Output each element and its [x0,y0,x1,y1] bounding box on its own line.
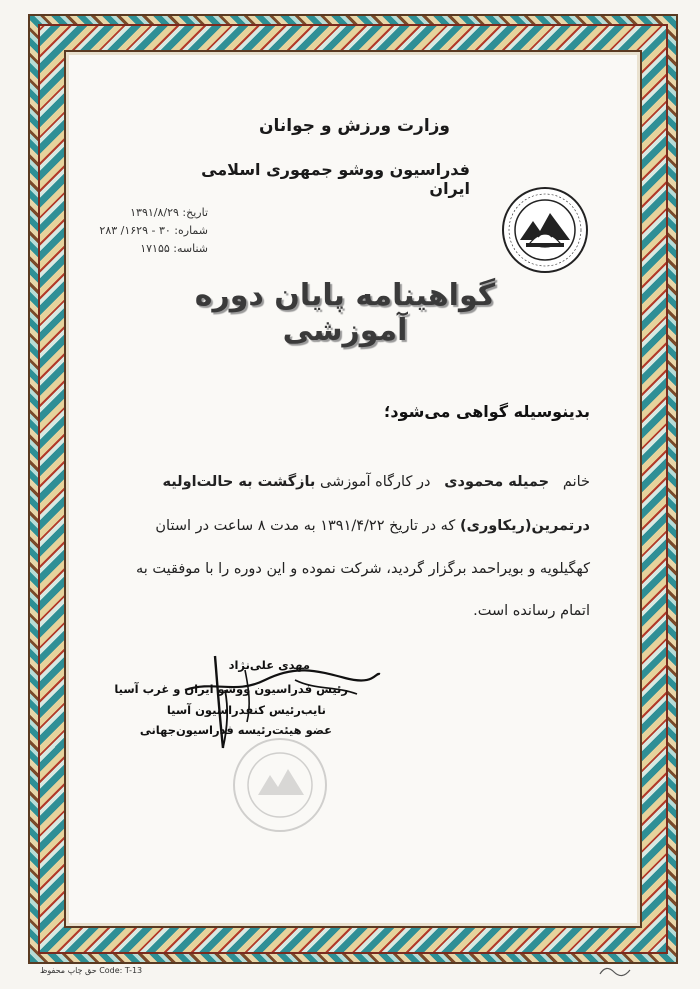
form-code [40,966,180,975]
signatory-title-3: عضو هیئت‌رئیسه فدراسیون‌جهانی [139,723,332,737]
course-date-duration: که در تاریخ ۱۳۹۱/۴/۲۲ به مدت ۸ ساعت در استان [155,518,456,534]
id-value: ۱۷۱۵۵ [140,242,170,255]
federation-heading: فدراسیون ووشو جمهوری اسلامی ایران [201,160,470,198]
certificate-title: گواهینامه پایان دوره آموزشی [194,278,496,348]
id-line [38,242,208,255]
date-line [38,206,208,219]
body-line-2 [100,518,590,534]
body-line-4: اتمام رسانده است. [473,603,590,619]
number-label: شماره: [174,224,208,237]
date-value: ۱۳۹۱/۸/۲۹ [130,206,179,219]
handwritten-signature [175,650,385,760]
ministry-heading: وزارت ورزش و جوانان [259,116,450,136]
hereby-certify-line: بدینوسیله گواهی می‌شود؛ [383,402,590,421]
signatory-title-2: نایب‌رئیس کنفدراسیون آسیا [166,703,326,717]
id-label: شناسه: [173,242,208,255]
body-line-1 [100,474,590,490]
code-label: Code: T-13 [99,966,143,975]
printer-mark-icon [596,962,636,978]
body-line-3: کهگیلویه و بویراحمد برگزار گردید، شرکت نموده و این دوره را با موفقیت به [135,561,590,577]
workshop-label: در کارگاه آموزشی [319,474,431,490]
honorific: خانم [562,474,590,490]
wushu-federation-logo-icon [500,185,590,275]
print-rights-note: حق چاپ محفوظ [40,966,97,975]
signatory-title-1: رئیس فدراسیون ووشو ایران و غرب آسیا [114,682,348,696]
date-label: تاریخ: [182,206,208,219]
course-name-part2: درتمرین(ریکاوری) [459,518,590,534]
course-name-part1: بازگشت به حالت‌اولیه [162,474,316,490]
number-value: ۳۰ - ۱۶۲۹/ ۲۸۳ [99,224,171,237]
recipient-name: جمیله محمودی [444,474,550,490]
signatory-name: مهدی علی‌نژاد [228,658,310,672]
number-line [38,224,208,237]
